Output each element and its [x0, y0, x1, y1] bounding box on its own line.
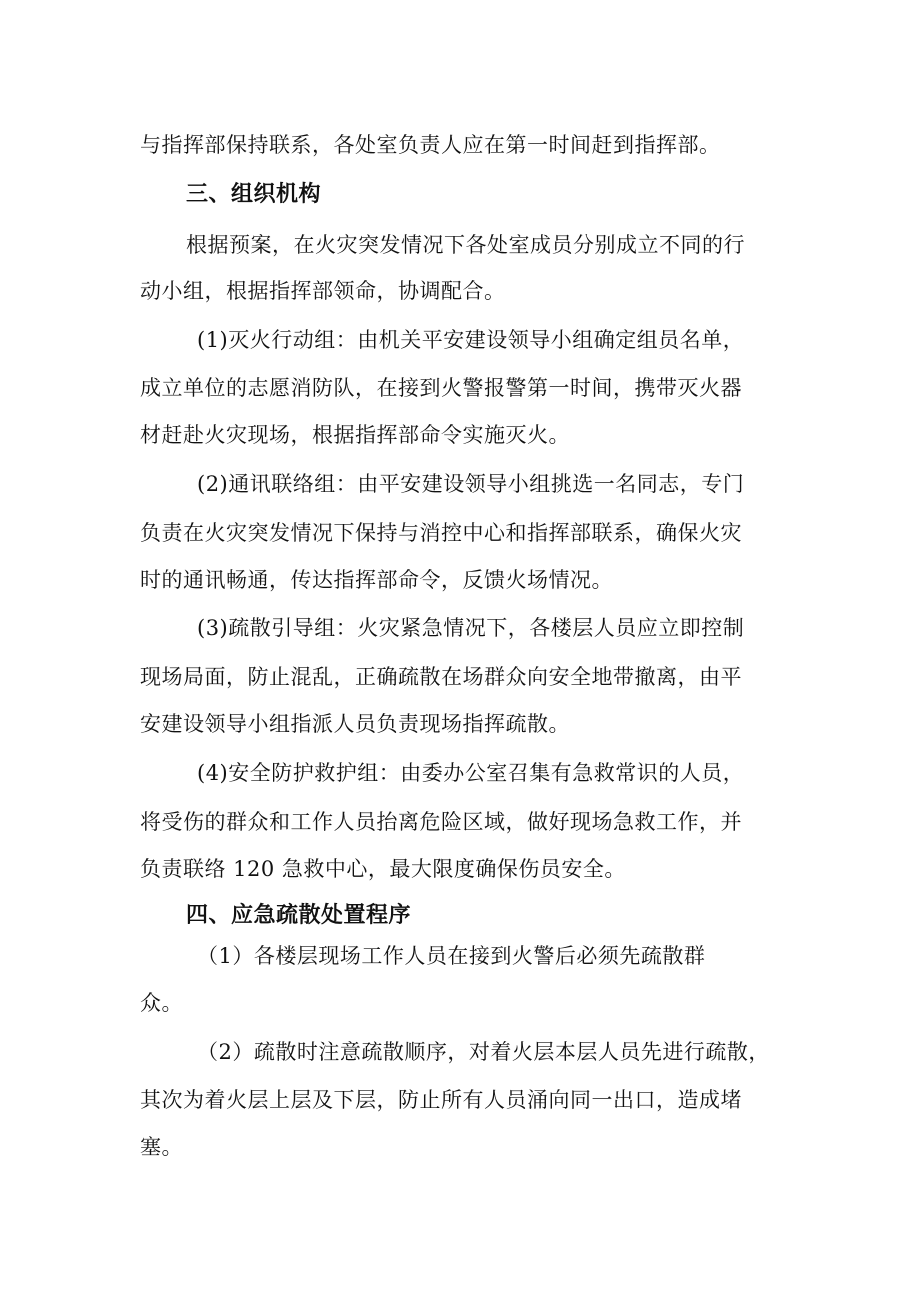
list-item-line: 时的通讯畅通，传达指挥部命令，反馈火场情况。: [140, 568, 613, 592]
list-item-line: 众。: [140, 991, 183, 1015]
list-item-line: 安建设领导小组指派人员负责现场指挥疏散。: [140, 712, 570, 736]
list-item-line: 现场局面，防止混乱，正确疏散在场群众向安全地带撤离，由平: [140, 665, 742, 689]
list-item-line: (1)灭火行动组：由机关平安建设领导小组确定组员名单，: [197, 328, 745, 352]
list-item-line: （1）各楼层现场工作人员在接到火警后必须先疏散群: [197, 944, 706, 968]
list-item-line: 塞。: [140, 1135, 183, 1159]
list-item-line: (3)疏散引导组：火灾紧急情况下，各楼层人员应立即控制: [197, 616, 745, 640]
paragraph-line: 根据预案，在火灾突发情况下各处室成员分别成立不同的行: [186, 233, 745, 257]
list-item-line: 将受伤的群众和工作人员抬离危险区域，做好现场急救工作，并: [140, 810, 742, 834]
paragraph-line: 动小组，根据指挥部领命，协调配合。: [140, 279, 506, 303]
section-heading-3: 三、组织机构: [186, 182, 322, 207]
list-item-line: （2）疏散时注意疏散顺序，对着火层本层人员先进行疏散，: [197, 1040, 770, 1064]
list-item-line: 其次为着火层上层及下层，防止所有人员涌向同一出口，造成堵: [140, 1088, 742, 1112]
section-heading-4: 四、应急疏散处置程序: [186, 903, 412, 928]
paragraph-line: 与指挥部保持联系，各处室负责人应在第一时间赶到指挥部。: [140, 133, 721, 157]
list-item-line: (2)通讯联络组：由平安建设领导小组挑选一名同志，专门: [197, 472, 745, 496]
list-item-line: (4)安全防护救护组：由委办公室召集有急救常识的人员，: [197, 761, 745, 785]
list-item-line: 材赶赴火灾现场，根据指挥部命令实施灭火。: [140, 423, 570, 447]
list-item-line: 负责联络 120 急救中心，最大限度确保伤员安全。: [140, 857, 626, 881]
list-item-line: 成立单位的志愿消防队，在接到火警报警第一时间，携带灭火器: [140, 376, 742, 400]
list-item-line: 负责在火灾突发情况下保持与消控中心和指挥部联系，确保火灾: [140, 521, 742, 545]
